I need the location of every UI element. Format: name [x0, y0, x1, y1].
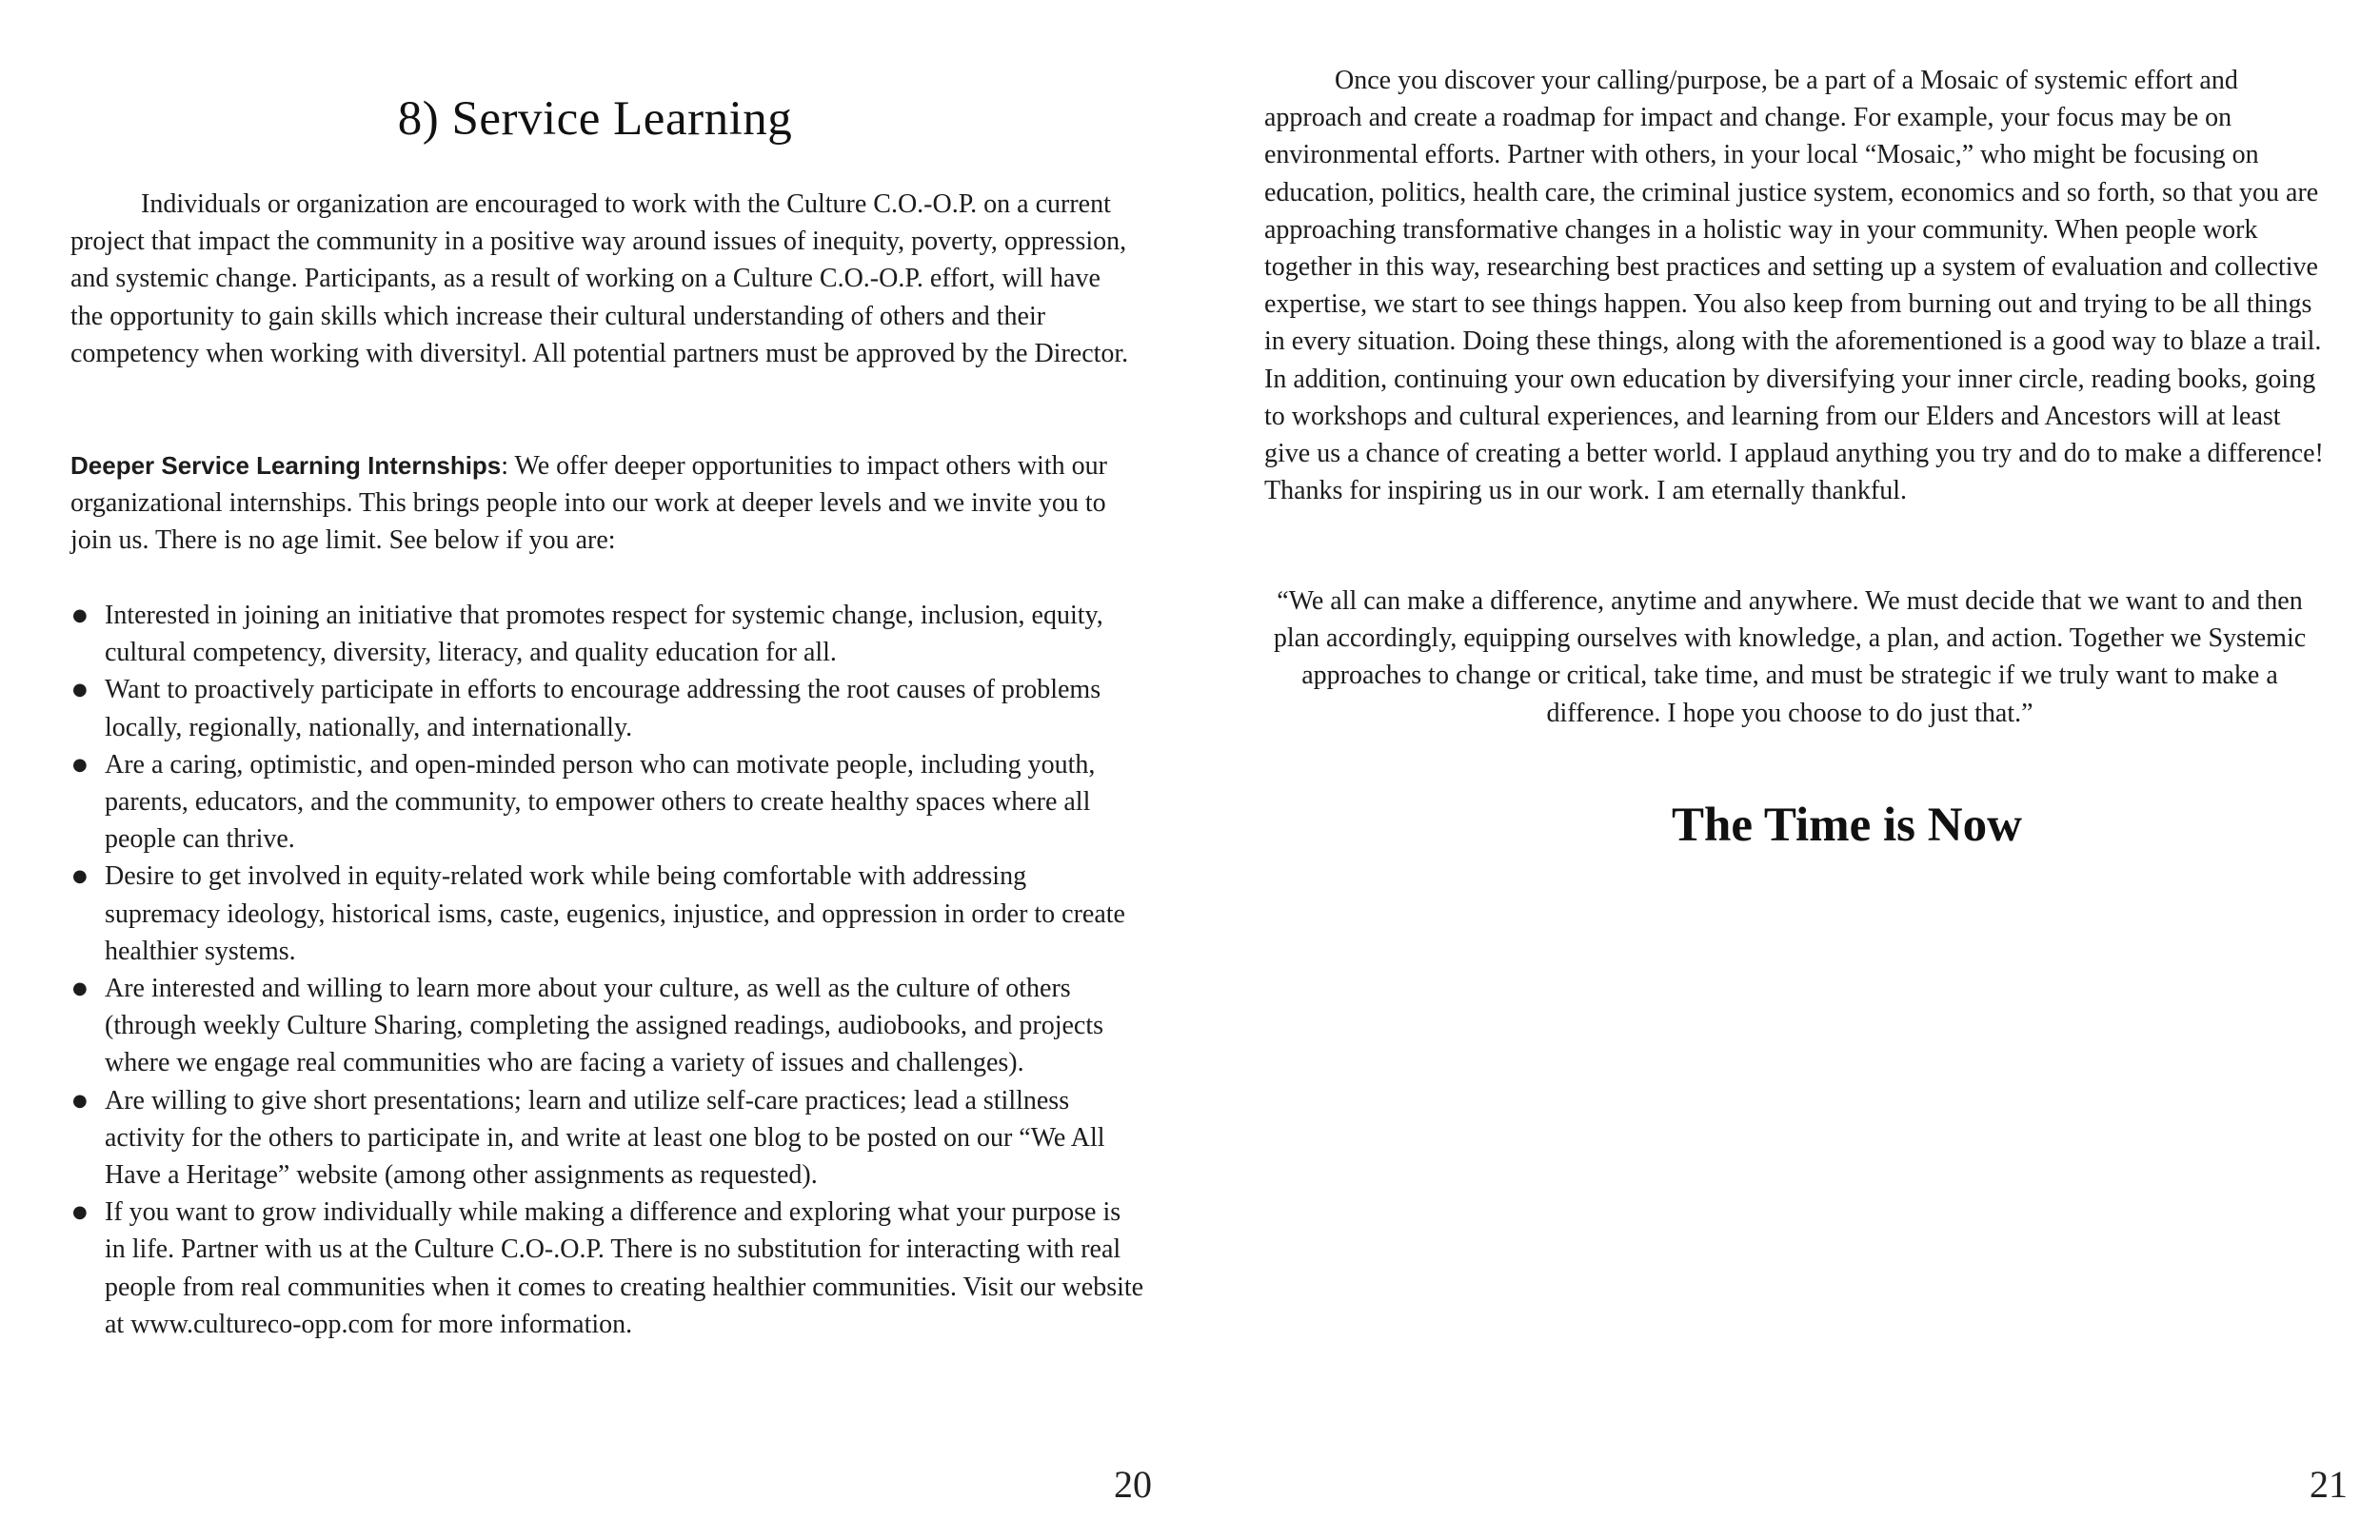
list-item [70, 671, 1146, 745]
bullet-icon: ● [72, 754, 88, 775]
list-item-text: Interested in joining an initiative that promotes respect for systemic change, inclusion, equity, cultural competency, diversity, literacy, and quality education for all. [105, 601, 1103, 668]
internships-term: Deeper Service Learning Internships [70, 451, 502, 480]
list-item [70, 746, 1146, 859]
list-item [70, 970, 1146, 1082]
list-item-text: If you want to grow individually while making a difference and exploring what your purpose is in life. Partner with us at the Culture C.O-.O.P. There is no substitution for interacting with real people from real communities when it comes to creating healthier communities. Visit our website at www.cultureco-opp.com for more information. [105, 1197, 1144, 1339]
list-item [70, 858, 1146, 970]
bullet-icon: ● [72, 866, 88, 887]
internships-text: : We offer deeper opportunities to impact others with our organizational internships. This brings people into our work at deeper levels and we invite you to join us. There is no age limit. See below if you are: [70, 451, 1107, 556]
list-item [70, 1194, 1146, 1343]
internship-criteria-list [70, 597, 1146, 1343]
bullet-icon: ● [72, 680, 88, 701]
bullet-icon: ● [72, 1090, 88, 1111]
list-item-text: Are interested and willing to learn more about your culture, as well as the culture of others (through weekly Culture Sharing, completing the assigned readings, audiobooks, and projects where we engage real communities who are facing a variety of issues and challenges). [105, 974, 1104, 1078]
list-item-text: Are a caring, optimistic, and open-minded person who can motivate people, including youth, parents, educators, and the community, to empower others to create healthy spaces where all people can thrive. [105, 749, 1096, 855]
intro-paragraph: Individuals or organization are encouraged to work with the Culture C.O.-O.P. on a current project that impact the community in a positive way around issues of inequity, poverty, oppression, and systemic change. Participants, as a result of working on a Culture C.O.-O.P. effort, will have the opportunity to gain skills which increase their cultural understanding of others and their competency when working with diversityl. All potential partners must be approved by the Director. [70, 189, 1129, 368]
closing-quote: “We all can make a difference, anytime and anywhere. We must decide that we want to and then plan accordingly, equipping ourselves with knowledge, a plan, and action. Together we Systemic approaches to change or critical, take time, and must be strategic if we truly want to make a difference. I hope you choose to do just that.” [1273, 586, 2307, 728]
closing-title: The Time is Now [1672, 799, 2022, 852]
list-item [70, 597, 1146, 671]
bullet-icon: ● [72, 978, 88, 999]
page-number: 21 [2310, 1463, 2348, 1506]
right-page [1190, 0, 2380, 1540]
list-item [70, 1082, 1146, 1194]
list-item-text: Are willing to give short presentations; learn and utilize self-care practices; lead a stillness activity for the others to participate in, and write at least one blog to be posted on our “We All Have a Heritage” website (among other assignments as requested). [105, 1085, 1105, 1191]
page-number: 20 [1114, 1463, 1152, 1506]
bullet-icon: ● [72, 1202, 88, 1223]
list-item-text: Desire to get involved in equity-related work while being comfortable with addressing supremacy ideology, historical isms, caste, eugenics, injustice, and oppression in order to create healthier systems. [105, 861, 1125, 966]
internships-paragraph [70, 447, 1137, 560]
bullet-icon: ● [72, 605, 88, 625]
calling-paragraph: Once you discover your calling/purpose, be a part of a Mosaic of systemic effort and approach and create a roadmap for impact and change. For example, your focus may be on environmental efforts. Partner with others, in your local “Mosaic,” who might be focusing on education, politics, health care, the criminal justice system, economics and so forth, so that you are approaching transformative changes in a holistic way in your community. When people work together in this way, researching best practices and setting up a system of evaluation and collective expertise, we start to see things happen. You also keep from burning out and trying to be all things in every situation. Doing these things, along with the aforementioned is a good way to blaze a trail. In addition, continuing your own education by diversifying your inner circle, reading books, going to workshops and cultural experiences, and learning from our Elders and Ancestors will at least give us a chance of creating a better world. I applaud anything you try and do to make a difference! Thanks for inspiring us in our work. I am eternally thankful. [1264, 66, 2324, 506]
section-title: 8) Service Learning [397, 92, 793, 146]
list-item-text: Want to proactively participate in efforts to encourage addressing the root causes of problems locally, regionally, nationally, and internationally. [105, 675, 1101, 742]
